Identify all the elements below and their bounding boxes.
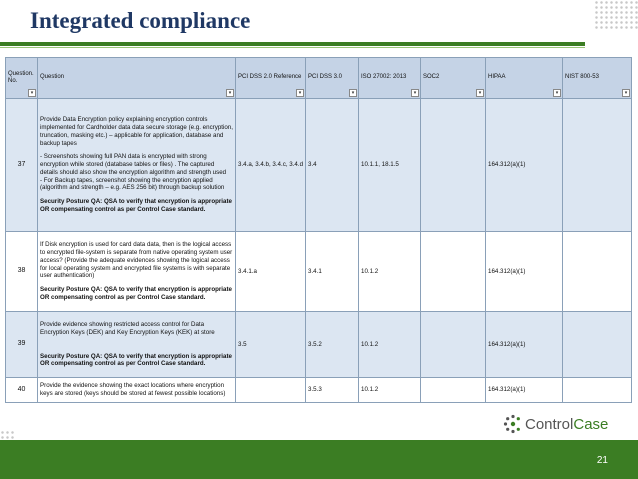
iso-cell: 10.1.1, 18.1.5 [359, 99, 421, 232]
pci-cell: 3.4.a, 3.4.b, 3.4.c, 3.4.d [236, 99, 306, 232]
logo-wordmark: ControlCase [525, 415, 609, 433]
question-text: Provide the evidence showing the exact locations where encryption keys are stored (keys should be stored at fewest possible locations) [40, 382, 226, 397]
question-cell [38, 378, 236, 403]
controlcase-logo [503, 412, 608, 436]
nist-cell [563, 312, 632, 378]
row-number: 39 [6, 312, 38, 378]
hipaa-cell: 164.312(a)(1) [486, 232, 563, 312]
dropdown-arrow-icon[interactable]: ▾ [553, 89, 561, 97]
dropdown-arrow-icon[interactable]: ▾ [622, 89, 630, 97]
table-row [6, 312, 632, 378]
question-text: - For Backup tapes, screenshot showing the encryption applied (algorithm and strength – e.g. AES 256 bit) through backup solution [40, 176, 225, 192]
dropdown-arrow-icon[interactable]: ▾ [28, 89, 36, 97]
row-number: 37 [6, 99, 38, 232]
pci-cell: 3.5 [236, 312, 306, 378]
security-posture-note: Security Posture QA: QSA to verify that encryption is appropriate OR compensating control as per Control Case standard. [40, 198, 232, 213]
iso-cell: 10.1.2 [359, 232, 421, 312]
security-posture-note: Security Posture QA: QSA to verify that encryption is appropriate OR compensating control as per Control Case standard. [40, 286, 232, 301]
header-pci-dss-2[interactable]: PCI DSS 2.0 Reference ▾ [236, 58, 306, 99]
pcidss3-cell: 3.5.2 [306, 312, 359, 378]
question-cell [38, 232, 236, 312]
title-underline [0, 42, 585, 46]
table-row [6, 378, 632, 403]
page-number: 21 [596, 455, 608, 466]
iso-cell: 10.1.2 [359, 378, 421, 403]
question-text: - Screenshots showing full PAN data is encrypted with strong encryption while stored (database tables or files) . The captured details should also show the encryption algorithm and strength used [40, 153, 227, 176]
question-text: Provide evidence showing restricted access control for Data Encryption Keys (DEK) and Key Encryption Keys (KEK) at store [40, 321, 215, 336]
hipaa-cell: 164.312(a)(1) [486, 99, 563, 232]
dropdown-arrow-icon[interactable]: ▾ [349, 89, 357, 97]
footer-bar [0, 440, 638, 479]
soc2-cell [421, 232, 486, 312]
slide-title: Integrated compliance [30, 8, 251, 33]
hipaa-cell: 164.312(a)(1) [486, 312, 563, 378]
soc2-cell [421, 312, 486, 378]
spacer [40, 337, 233, 353]
compliance-table [5, 57, 632, 403]
header-question[interactable]: Question ▾ [38, 58, 236, 99]
question-cell [38, 312, 236, 378]
row-number: 40 [6, 378, 38, 403]
pci-cell: 3.4.1.a [236, 232, 306, 312]
question-cell [38, 99, 236, 232]
iso-cell: 10.1.2 [359, 312, 421, 378]
header-pci-dss-3[interactable]: PCI DSS 3.0 ▾ [306, 58, 359, 99]
dropdown-arrow-icon[interactable]: ▾ [296, 89, 304, 97]
nist-cell [563, 99, 632, 232]
nist-cell [563, 232, 632, 312]
header-hipaa[interactable]: HIPAA ▾ [486, 58, 563, 99]
hipaa-cell: 164.312(a)(1) [486, 378, 563, 403]
decorative-dots [594, 0, 638, 30]
header-iso[interactable]: ISO 27002: 2013 ▾ [359, 58, 421, 99]
dropdown-arrow-icon[interactable]: ▾ [411, 89, 419, 97]
dropdown-arrow-icon[interactable]: ▾ [476, 89, 484, 97]
nist-cell [563, 378, 632, 403]
pcidss3-cell: 3.5.3 [306, 378, 359, 403]
soc2-cell [421, 99, 486, 232]
title-underline-thin [0, 47, 585, 48]
header-row [6, 58, 632, 99]
pci-cell [236, 378, 306, 403]
row-number: 38 [6, 232, 38, 312]
question-text: Provide Data Encryption policy explaining encryption controls implemented for Cardholder data data secure storage (e.g. encryption, truncation, masking etc.) – applicable for application, database and backup tapes [40, 116, 233, 147]
header-nist[interactable]: NIST 800-53 ▾ [563, 58, 632, 99]
table-row [6, 232, 632, 312]
header-soc2[interactable]: SOC2 ▾ [421, 58, 486, 99]
pcidss3-cell: 3.4 [306, 99, 359, 232]
controlcase-logo-icon [503, 414, 523, 434]
table-row [6, 99, 632, 232]
soc2-cell [421, 378, 486, 403]
security-posture-note: Security Posture QA: QSA to verify that encryption is appropriate OR compensating control as per Control Case standard. [40, 352, 232, 368]
header-question-no[interactable]: Question. No. ▾ [6, 58, 38, 99]
pcidss3-cell: 3.4.1 [306, 232, 359, 312]
dropdown-arrow-icon[interactable]: ▾ [226, 89, 234, 97]
question-text: If Disk encryption is used for card data data, then is the logical access to encrypted file-system is separate from native operating system user access? (Provide the adequate evidences showing the logical access for local operating system and encrypted file systems is with separate user authentication) [40, 241, 233, 280]
